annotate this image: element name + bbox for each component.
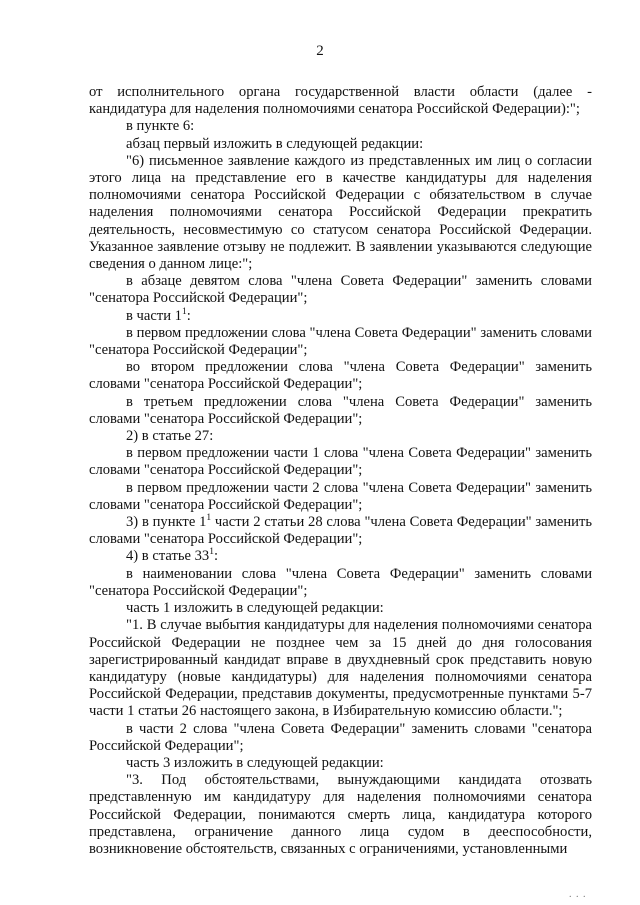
- paragraph: в части $1^1$:: [126, 306, 191, 324]
- paragraph: в первом предложении части 1 слова "члена Совета Федерации" заменить словами "сенатора Российской Федерации";: [89, 445, 592, 479]
- paragraph: 4) в статье $33^1$:: [126, 547, 219, 565]
- paragraph: в абзаце девятом слова "члена Совета Федерации" заменить словами "сенатора Российской Федерации";: [89, 273, 592, 307]
- document-body: [89, 84, 592, 858]
- paragraph: во втором предложении слова "члена Совета Федерации" заменить словами "сенатора Российской Федерации";: [89, 359, 592, 393]
- paragraph: от исполнительного органа государственной власти области (далее - кандидатура для наделения полномочиями сенатора Российской Федерации):";: [89, 84, 592, 118]
- footer-mark: . . .: [569, 889, 587, 900]
- paragraph: в первом предложении слова "члена Совета Федерации" заменить словами "сенатора Российской Федерации";: [89, 324, 592, 359]
- paragraph: "6) письменное заявление каждого из представленных им лиц о согласии этого лица на представление его в качестве кандидатуры для наделения полномочиями сенатора Российской Федерации с обязательством в случае наделения полномочиями сенатора Российской Федерации прекратить деятельность, несовместимую со статусом сенатора Российской Федерации. Указанное заявление отзыву не подлежит. В заявлении указываются следующие сведения о данном лице:";: [89, 152, 592, 273]
- superscript: 1: [206, 513, 212, 524]
- superscript: 1: [181, 306, 187, 317]
- paragraph: часть 1 изложить в следующей редакции:: [126, 600, 384, 617]
- paragraph: в части 2 слова "члена Совета Федерации" заменить словами "сенатора Российской Федерации";: [89, 720, 592, 754]
- paragraph: "3. Под обстоятельствами, вынуждающими кандидата отозвать представленную им кандидатуру для наделения полномочиями сенатора Российской Федерации, понимаются смерть лица, кандидатура которого представлена, ограничение данного лица судом в дееспособности, возникновение обстоятельств, связанных с ограничениями, установленными: [89, 772, 592, 857]
- superscript: 1: [209, 547, 214, 558]
- paragraph: 2) в статье 27:: [126, 428, 214, 445]
- paragraph: 3) в пункте $1^1$ части 2 статьи 28 слова "члена Совета Федерации" заменить словами "сенатора Российской Федерации";: [89, 513, 592, 548]
- paragraph: "1. В случае выбытия кандидатуры для наделения полномочиями сенатора Российской Федерации не позднее чем за 15 дней до дня голосования зарегистрированный кандидат вправе в двухдневный срок представить новую кандидатуру (новые кандидатуры) для наделения полномочиями сенатора Российской Федерации, представив документы, предусмотренные пунктами 5-7 части 1 статьи 26 настоящего закона, в Избирательную комиссию области.";: [89, 617, 592, 720]
- paragraph: абзац первый изложить в следующей редакции:: [126, 135, 424, 152]
- paragraph: в первом предложении части 2 слова "члена Совета Федерации" заменить словами "сенатора Российской Федерации";: [89, 479, 592, 513]
- page-number: 2: [316, 43, 324, 59]
- paragraph: в третьем предложении слова "члена Совета Федерации" заменить словами "сенатора Российской Федерации";: [89, 393, 592, 427]
- paragraph: в наименовании слова "члена Совета Федерации" заменить словами "сенатора Российской Федерации";: [89, 565, 592, 599]
- paragraph: в пункте 6:: [126, 118, 195, 135]
- paragraph: часть 3 изложить в следующей редакции:: [126, 754, 384, 771]
